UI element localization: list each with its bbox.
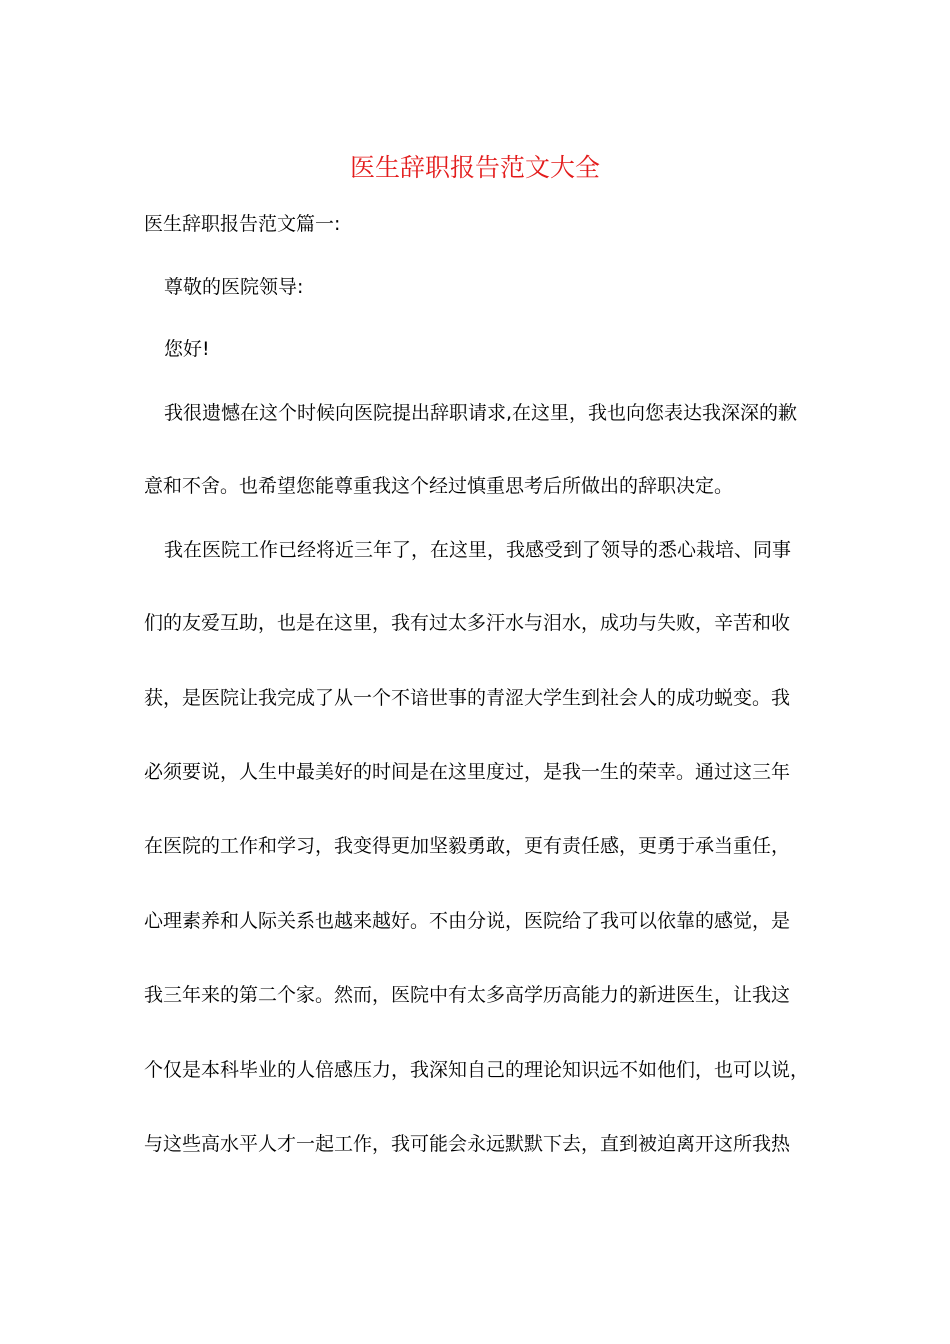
paragraph-2-line-3: 获，是医院让我完成了从一个不谙世事的青涩大学生到社会人的成功蜕变。我 [144,687,791,709]
paragraph-2-line-5: 在医院的工作和学习，我变得更加坚毅勇敢，更有责任感，更勇于承当重任， [144,835,791,857]
paragraph-2-line-7: 我三年来的第二个家。然而，医院中有太多高学历高能力的新进医生，让我这 [144,984,791,1006]
paragraph-1-line-1: 我很遗憾在这个时候向医院提出辞职请求,在这里，我也向您表达我深深的歉 [164,402,798,424]
greeting: 您好! [164,338,210,360]
paragraph-2-line-4: 必须要说，人生中最美好的时间是在这里度过，是我一生的荣幸。通过这三年 [144,761,791,783]
document-title: 医生辞职报告范文大全 [349,153,600,182]
paragraph-2-line-6: 心理素养和人际关系也越来越好。不由分说，医院给了我可以依靠的感觉，是 [144,910,791,932]
section-heading: 医生辞职报告范文篇一: [144,213,341,235]
paragraph-2-line-9: 与这些高水平人才一起工作，我可能会永远默默下去，直到被迫离开这所我热 [144,1133,791,1155]
paragraph-2-line-2: 们的友爱互助，也是在这里，我有过太多汗水与泪水，成功与失败，辛苦和收 [144,612,791,634]
salutation: 尊敬的医院领导: [164,276,304,298]
paragraph-2-line-1: 我在医院工作已经将近三年了，在这里，我感受到了领导的悉心栽培、同事 [164,539,792,561]
paragraph-2-line-8: 个仅是本科毕业的人倍感压力，我深知自己的理论知识远不如他们，也可以说， [144,1059,810,1081]
paragraph-1-line-2: 意和不舍。也希望您能尊重我这个经过慎重思考后所做出的辞职决定。 [144,475,734,497]
